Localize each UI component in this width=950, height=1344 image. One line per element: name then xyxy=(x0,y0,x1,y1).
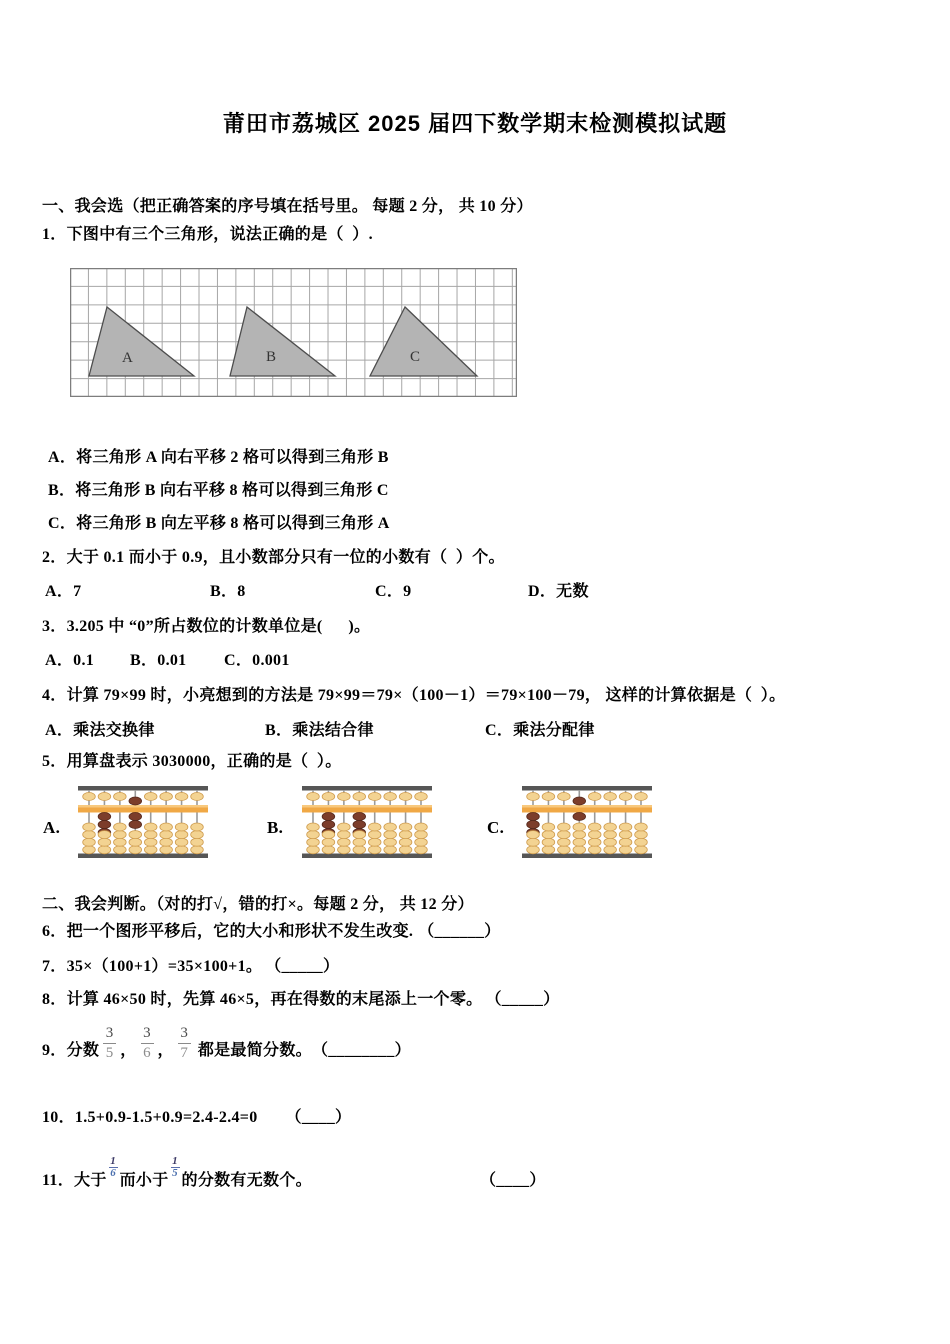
question-2-option-b: B．8 xyxy=(210,583,246,600)
question-7-answer-blank: （_____） xyxy=(265,958,340,975)
fraction-three-sevenths xyxy=(178,1026,191,1061)
question-11-prefix: 11．大于 xyxy=(42,1172,107,1189)
question-11-suffix: 的分数有无数个。 xyxy=(181,1172,312,1189)
page-title: 莆田市荔城区 2025 届四下数学期末检测模拟试题 xyxy=(222,111,728,136)
fraction-bar xyxy=(141,1043,154,1044)
abacus-option-c-label: C. xyxy=(487,818,505,837)
fraction-denominator: 5 xyxy=(172,1167,178,1179)
section1-heading: 一、我会选（把正确答案的序号填在括号里。 每题 2 分， 共 10 分） xyxy=(42,198,533,215)
svg-text:C: C xyxy=(410,349,421,365)
triangle-grid-svg xyxy=(70,268,517,397)
question-4-option-b: B．乘法结合律 xyxy=(265,722,374,739)
question-1-option-a: A．将三角形 A 向右平移 2 格可以得到三角形 B xyxy=(48,449,389,466)
abacus-svg xyxy=(302,786,432,858)
fraction-separator: ， xyxy=(120,1042,137,1059)
question-11-middle: 而小于 xyxy=(119,1172,169,1189)
question-3-option-b: B．0.01 xyxy=(130,652,187,669)
svg-text:B: B xyxy=(266,349,277,365)
question-1-option-b: B．将三角形 B 向右平移 8 格可以得到三角形 C xyxy=(48,482,389,499)
fraction-bar xyxy=(178,1043,191,1044)
question-3-text: 3．3.205 中 “0”所占数位的计数单位是( )。 xyxy=(42,618,371,635)
fraction-denominator: 6 xyxy=(143,1045,151,1061)
fraction-one-fifth xyxy=(171,1157,180,1178)
question-9-answer-blank: （________） xyxy=(311,1042,411,1059)
question-10-answer-blank: （____） xyxy=(285,1109,352,1126)
question-6-answer-blank: （______） xyxy=(418,923,501,940)
question-6 xyxy=(42,922,501,942)
fraction-one-sixth xyxy=(109,1157,118,1178)
fraction-three-sixths xyxy=(141,1026,154,1061)
question-3-option-a: A．0.1 xyxy=(45,652,95,669)
question-8 xyxy=(42,990,560,1010)
question-5-text: 5．用算盘表示 3030000，正确的是（ ）。 xyxy=(42,753,342,770)
fraction-numerator: 1 xyxy=(172,1155,178,1167)
question-4-option-a: A．乘法交换律 xyxy=(45,722,155,739)
triangle-grid-figure xyxy=(70,268,517,402)
question-9-prefix: 9．分数 xyxy=(42,1042,100,1059)
question-2-option-c: C．9 xyxy=(375,583,412,600)
abacus-option-b-label: B. xyxy=(267,818,284,837)
abacus-svg xyxy=(522,786,652,858)
question-2-text: 2．大于 0.1 而小于 0.9，且小数部分只有一位的小数有（ ）个。 xyxy=(42,549,505,566)
abacus-svg xyxy=(78,786,208,858)
question-8-answer-blank: （_____） xyxy=(485,991,560,1008)
question-8-text: 8．计算 46×50 时，先算 46×5，再在得数的末尾添上一个零。 xyxy=(42,991,483,1008)
abacus-figure xyxy=(522,786,652,863)
abacus-figure xyxy=(78,786,208,863)
question-11-answer-blank: （____） xyxy=(479,1172,546,1189)
question-2-option-a: A．7 xyxy=(45,583,82,600)
fraction-numerator: 3 xyxy=(143,1025,151,1041)
fraction-bar xyxy=(103,1043,116,1044)
question-10 xyxy=(42,1108,351,1128)
fraction-denominator: 6 xyxy=(110,1167,117,1179)
abacus-figure xyxy=(302,786,432,863)
question-6-text: 6．把一个图形平移后，它的大小和形状不发生改变. xyxy=(42,923,414,940)
fraction-numerator: 3 xyxy=(180,1025,189,1041)
question-1-text: 1．下图中有三个三角形，说法正确的是（ ）. xyxy=(42,226,373,243)
question-9 xyxy=(42,1026,411,1061)
question-7-text: 7．35×（100+1）=35×100+1。 xyxy=(42,958,263,975)
question-10-text: 10．1.5+0.9-1.5+0.9=2.4-2.4=0 xyxy=(42,1109,258,1126)
question-9-suffix: 都是最简分数。 xyxy=(197,1042,312,1059)
fraction-separator: ， xyxy=(157,1042,174,1059)
question-1-option-c: C．将三角形 B 向左平移 8 格可以得到三角形 A xyxy=(48,515,390,532)
question-7 xyxy=(42,957,339,977)
fraction-numerator: 3 xyxy=(105,1025,114,1041)
fraction-numerator: 1 xyxy=(110,1155,117,1167)
fraction-denominator: 7 xyxy=(180,1045,189,1061)
question-11 xyxy=(42,1155,546,1191)
section2-heading: 二、我会判断。（对的打√，错的打×。每题 2 分， 共 12 分） xyxy=(42,896,474,913)
abacus-option-a-label: A. xyxy=(43,818,61,837)
svg-text:A: A xyxy=(122,350,133,366)
question-2-option-d: D．无数 xyxy=(528,583,589,600)
question-3-option-c: C．0.001 xyxy=(224,652,290,669)
question-4-text: 4．计算 79×99 时，小亮想到的方法是 79×99＝79×（100－1）＝79×100－79， 这样的计算依据是（ ）。 xyxy=(42,687,786,704)
fraction-denominator: 5 xyxy=(105,1045,114,1061)
question-4-option-c: C．乘法分配律 xyxy=(485,722,595,739)
fraction-three-fifths xyxy=(103,1026,116,1061)
